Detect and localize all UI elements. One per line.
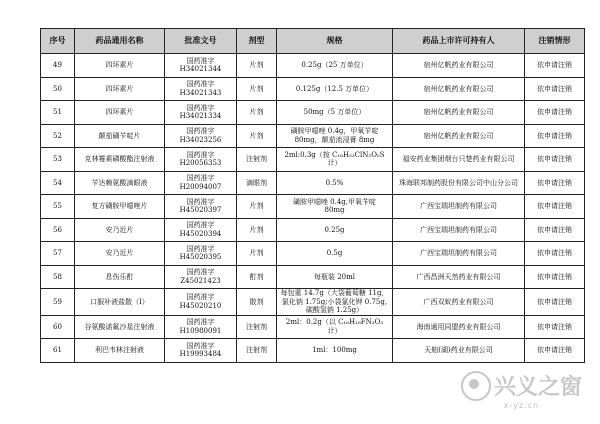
cell-drug-name: 口服补液盐散（I） (75, 289, 165, 316)
cell-cancellation-reason: 依申请注销 (525, 101, 585, 125)
cell-approval-number-line: 国药准字 (186, 244, 215, 253)
cell-specification (277, 171, 393, 195)
cell-drug-name: 四环素片 (75, 54, 165, 78)
cell-dosage-form: 片剂 (237, 101, 277, 125)
cell-approval-number (165, 124, 237, 148)
table-row (41, 77, 585, 101)
cell-license-holder: 宿州亿帆药业有限公司 (393, 77, 525, 101)
cell-license-holder: 宿州亿帆药业有限公司 (393, 54, 525, 78)
cell-approval-number-line: 国药准字 (186, 293, 215, 302)
cell-approval-number-line: 国药准字 (186, 103, 215, 112)
cell-approval-number-line: 国药准字 (186, 150, 215, 159)
cell-no: 51 (41, 101, 75, 125)
cell-specification-line: 0.5g (326, 249, 343, 257)
cell-no: 52 (41, 124, 75, 148)
cell-specification-line: 0.25g (324, 225, 345, 234)
cell-no: 57 (41, 242, 75, 266)
cell-license-holder: 天舶(湖)药业有限公司 (393, 339, 525, 363)
cell-drug-name: 复方磺胺甲噁唑片 (75, 195, 165, 219)
cell-no: 56 (41, 218, 75, 242)
cell-specification-line: 2ml：0.2g（以 C₁₆H₁₈FN₃O₃ (285, 318, 384, 327)
cell-dosage-form: 滴眼剂 (237, 171, 277, 195)
cell-dosage-form: 片剂 (237, 218, 277, 242)
header-no: 序号 (41, 29, 75, 54)
watermark (461, 370, 582, 410)
cell-approval-number (165, 101, 237, 125)
cell-specification (277, 54, 393, 78)
cell-approval-number-line: H34023256 (179, 135, 222, 144)
cell-specification-line: 每包重 14.7g（大袋葡萄糖 11g， (280, 289, 389, 297)
cell-cancellation-reason: 依申请注销 (525, 265, 585, 289)
cell-cancellation-reason: 依申请注销 (525, 218, 585, 242)
table-row (41, 242, 585, 266)
cell-drug-name: 颠茄磺苄啶片 (75, 124, 165, 148)
cell-approval-number (165, 265, 237, 289)
table-row (41, 195, 585, 219)
cell-no: 60 (41, 315, 75, 339)
cell-approval-number-line: H34021343 (179, 88, 222, 97)
cell-specification (277, 242, 393, 266)
cell-drug-name: 谷氨酸诺氟沙星注射液 (75, 315, 165, 339)
cell-specification (277, 339, 393, 363)
cell-approval-number (165, 148, 237, 172)
table-row (41, 54, 585, 78)
cell-cancellation-reason: 依申请注销 (525, 77, 585, 101)
cell-drug-name: 四环素片 (75, 101, 165, 125)
cell-approval-number-line: H20056353 (179, 159, 222, 168)
cell-approval-number-line: H45020395 (179, 253, 222, 262)
cell-approval-number (165, 289, 237, 316)
cell-cancellation-reason: 依申请注销 (525, 242, 585, 266)
cell-license-holder: 广西宝瑞坦制药有限公司 (393, 195, 525, 219)
cell-no: 53 (41, 148, 75, 172)
cell-cancellation-reason: 依申请注销 (525, 315, 585, 339)
cell-dosage-form: 片剂 (237, 124, 277, 148)
cell-no: 59 (41, 289, 75, 316)
cell-specification (277, 265, 393, 289)
cell-specification-line: 磺胺甲噁唑 0.4g,甲氧苄啶 (292, 197, 377, 206)
cell-approval-number (165, 171, 237, 195)
cell-approval-number-line: Z45021423 (180, 276, 221, 285)
header-drug-name: 药品通用名称 (75, 29, 165, 54)
cell-no: 54 (41, 171, 75, 195)
cell-approval-number (165, 77, 237, 101)
cell-specification-line: 2ml:0.3g（按 C₁₈H₃₃ClN₂O₅S (284, 150, 385, 159)
cell-specification-line: 80mg，颠茄流浸膏 8mg (294, 135, 375, 144)
header-specification: 规格 (277, 29, 393, 54)
table-row (41, 265, 585, 289)
cell-specification (277, 101, 393, 125)
cell-no: 55 (41, 195, 75, 219)
cell-dosage-form: 片剂 (237, 242, 277, 266)
cell-license-holder: 珠海联邦制药股份有限公司中山分公司 (393, 171, 525, 195)
cell-specification (277, 315, 393, 339)
table-row (41, 289, 585, 316)
cell-cancellation-reason: 依申请注销 (525, 339, 585, 363)
cell-no: 49 (41, 54, 75, 78)
cell-license-holder: 宿州亿帆药业有限公司 (393, 124, 525, 148)
cell-license-holder: 海南通用同盟药业有限公司 (393, 315, 525, 339)
cell-approval-number-line: 国药准字 (186, 197, 215, 206)
cell-dosage-form: 片剂 (237, 77, 277, 101)
cell-approval-number (165, 315, 237, 339)
cell-no: 50 (41, 77, 75, 101)
cell-approval-number-line: H19993484 (179, 350, 222, 359)
cell-approval-number (165, 242, 237, 266)
cell-approval-number-line: 国药准字 (186, 221, 215, 230)
cell-approval-number-line: 国药准字 (186, 268, 215, 277)
cell-approval-number-line: 国药准字 (186, 80, 215, 89)
cell-specification-line: 0.5% (325, 178, 344, 187)
cell-specification-line: 计） (327, 326, 342, 335)
cell-approval-number-line: H20094007 (179, 182, 222, 191)
cell-specification-line: 碳酸氢钠 1.25g） (305, 306, 364, 314)
cell-specification (277, 124, 393, 148)
cell-approval-number-line: H45020210 (179, 301, 222, 310)
table-header-row (41, 29, 585, 54)
cell-approval-number-line: H34021344 (179, 65, 222, 74)
cell-dosage-form: 片剂 (237, 195, 277, 219)
cell-specification (277, 289, 393, 316)
watermark-logo (461, 370, 582, 401)
watermark-logo-text: 兴义之窗 (493, 375, 582, 400)
table-body (41, 54, 585, 363)
cell-approval-number-line: H34021334 (179, 112, 222, 121)
cell-approval-number-line: 国药准字 (186, 56, 215, 65)
cell-approval-number-line: H10980091 (179, 326, 222, 335)
cell-approval-number-line: 国药准字 (186, 341, 215, 350)
cell-approval-number-line: 国药准字 (186, 127, 215, 136)
header-dosage-form: 剂型 (237, 29, 277, 54)
cell-cancellation-reason: 依申请注销 (525, 124, 585, 148)
cell-license-holder: 福安药业集团烟台只楚药业有限公司 (393, 148, 525, 172)
table-row (41, 218, 585, 242)
cell-specification-line: 磺胺甲噁唑 0.4g，甲氧苄啶 (290, 127, 379, 136)
cell-specification (277, 218, 393, 242)
cell-approval-number (165, 218, 237, 242)
cell-drug-name: 安乃近片 (75, 218, 165, 242)
cell-drug-name: 克林霉素磷酸酯注射液 (75, 148, 165, 172)
cell-specification-line: 每瓶装 20ml (313, 272, 355, 281)
cell-license-holder: 广西宝瑞坦制药有限公司 (393, 242, 525, 266)
watermark-url: x-yz.cn (503, 401, 540, 410)
cell-drug-name: 息伤乐酊 (75, 265, 165, 289)
cell-license-holder: 广西双蚁药业有限公司 (393, 289, 525, 316)
cell-dosage-form: 注射剂 (237, 339, 277, 363)
cell-license-holder: 广西昌洲天然药业有限公司 (393, 265, 525, 289)
cell-approval-number (165, 54, 237, 78)
cell-cancellation-reason: 依申请注销 (525, 54, 585, 78)
table-row (41, 124, 585, 148)
cell-specification (277, 77, 393, 101)
cell-no: 58 (41, 265, 75, 289)
cell-license-holder: 广西宝瑞坦制药有限公司 (393, 218, 525, 242)
table-row (41, 315, 585, 339)
cell-approval-number (165, 339, 237, 363)
cell-approval-number-line: 国药准字 (186, 318, 215, 327)
cell-cancellation-reason: 依申请注销 (525, 195, 585, 219)
cell-approval-number (165, 195, 237, 219)
cell-specification-line: 0.125g（12.5 万单位） (295, 84, 374, 93)
table-row (41, 339, 585, 363)
cell-drug-name: 利巴韦林注射液 (75, 339, 165, 363)
cell-dosage-form: 片剂 (237, 54, 277, 78)
cell-cancellation-reason: 依申请注销 (525, 148, 585, 172)
cell-specification (277, 195, 393, 219)
header-license-holder: 药品上市许可持有人 (393, 29, 525, 54)
cell-drug-name: 安乃近片 (75, 242, 165, 266)
cell-specification-line: 氯化钠 1.75g;小袋氯化钾 0.75g, (281, 297, 388, 306)
cell-approval-number-line: H45020397 (179, 206, 222, 215)
table-row (41, 148, 585, 172)
cell-drug-name: 四环素片 (75, 77, 165, 101)
table-row (41, 171, 585, 195)
cell-specification-line: 0.25g（25 万单位） (301, 61, 368, 69)
header-cancellation-reason: 注销情形 (525, 29, 585, 54)
header-approval-number: 批准文号 (165, 29, 237, 54)
drug-cancellation-table (40, 28, 585, 363)
cell-specification (277, 148, 393, 172)
cell-dosage-form: 散剂 (237, 289, 277, 316)
cell-license-holder: 宿州亿帆药业有限公司 (393, 101, 525, 125)
cell-approval-number-line: H45020394 (179, 229, 222, 238)
watermark-circle-icon (461, 371, 491, 401)
cell-dosage-form: 注射剂 (237, 315, 277, 339)
cell-approval-number-line: 国药准字 (186, 174, 215, 183)
cell-no: 61 (41, 339, 75, 363)
cell-drug-name: 苄达赖氨酸滴眼液 (75, 171, 165, 195)
cell-dosage-form: 酊剂 (237, 265, 277, 289)
cell-dosage-form: 注射剂 (237, 148, 277, 172)
cell-specification-line: 80mg (324, 206, 345, 215)
cell-cancellation-reason: 依申请注销 (525, 289, 585, 316)
cell-specification-line: 计） (327, 159, 342, 168)
cell-specification-line: 50mg（5 万单位） (303, 108, 366, 116)
table-row (41, 101, 585, 125)
cell-specification-line: 1ml：100mg (312, 346, 357, 354)
cell-cancellation-reason: 依申请注销 (525, 171, 585, 195)
